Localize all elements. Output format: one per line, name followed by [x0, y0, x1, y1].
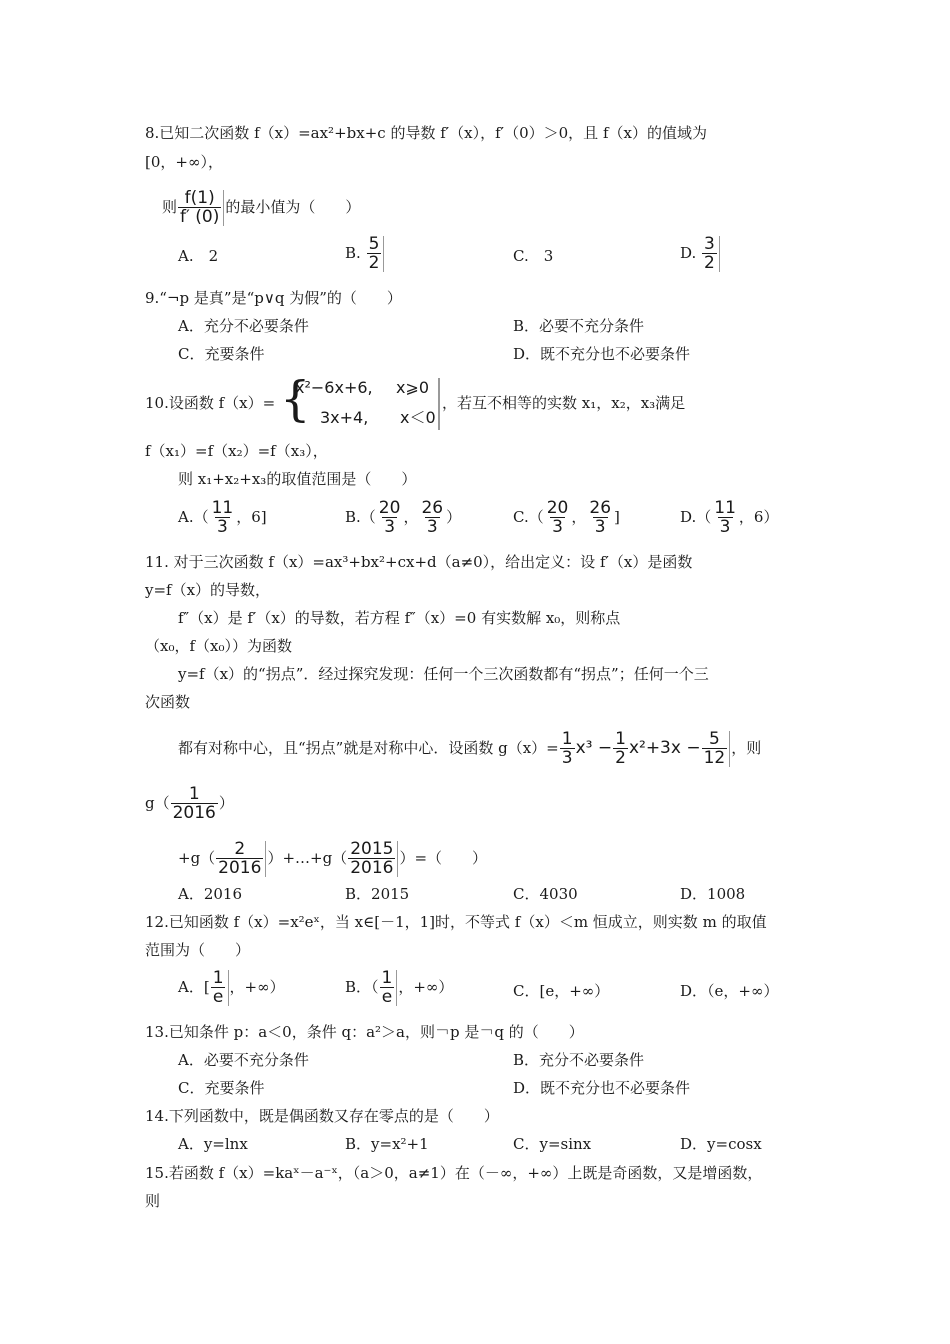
q11-line8-den: 2016	[172, 803, 216, 823]
q10-option-b-tail: ）	[446, 508, 462, 526]
q11-line7-tail: ，则	[731, 739, 762, 757]
q10-option-c-den1: 3	[552, 517, 563, 537]
q11-g-frac3	[702, 731, 731, 767]
q9-option-d: D．既不充分也不必要条件	[513, 345, 691, 363]
q8-option-b	[345, 236, 385, 272]
q12-line1: 12.已知函数 f（x）=x²eˣ，当 x∈[－1，1]时，不等式 f（x）＜m 恒成立，则实数 m 的取值	[145, 913, 767, 931]
q11-line9-pre: +g（	[178, 849, 216, 867]
q11-g-frac2-num: 1	[615, 729, 626, 749]
q8-option-b-num: 5	[368, 234, 380, 254]
q8-frac-den: f′ (0)	[180, 207, 220, 227]
q11-line9-frac1	[216, 841, 266, 877]
q11-line2: y=f（x）的导数，	[145, 581, 271, 599]
q14-option-c: C．y=sinx	[513, 1135, 592, 1153]
q10-option-a-label: A.（	[178, 508, 209, 526]
q11-line3: f″（x）是 f′（x）的导数，若方程 f″（x）=0 有实数解 x₀，则称点	[178, 609, 621, 627]
q11-line9-mid: ）+…+g（	[267, 849, 348, 867]
q12-option-b-fraction	[380, 970, 398, 1006]
q12-option-a-num: 1	[212, 968, 224, 988]
q12-option-c: C．[e，+∞）	[513, 982, 610, 1000]
q11-line9-den2: 2016	[350, 858, 394, 878]
q8-option-b-label: B.	[345, 244, 361, 262]
q8-fraction	[178, 190, 224, 226]
q12-option-a-fraction	[211, 970, 229, 1006]
q10-option-a	[178, 500, 267, 536]
q10-piecewise-brace: {	[280, 371, 311, 427]
q14-stem: 14.下列函数中，既是偶函数又存在零点的是（ ）	[145, 1107, 499, 1125]
q15-line1: 15.若函数 f（x）=kaˣ－a⁻ˣ，（a＞0，a≠1）在（－∞，+∞）上既是奇函数，又是增函数，	[145, 1164, 763, 1182]
q11-g-frac3-num: 5	[709, 729, 720, 749]
q12-option-b	[345, 970, 453, 1006]
q14-option-b: B．y=x²+1	[345, 1135, 429, 1153]
q14-option-a: A．y=lnx	[178, 1135, 248, 1153]
q10-option-b	[345, 500, 461, 536]
q12-option-a-den: e	[212, 987, 224, 1007]
q11-line8-frac	[171, 786, 218, 822]
q11-line5: y=f（x）的“拐点”．经过探究发现：任何一个三次函数都有“拐点”；任何一个三	[178, 665, 709, 683]
q10-option-c-den2: 3	[594, 517, 606, 537]
q10-piecewise-bar	[438, 378, 440, 430]
q10-option-c-tail: ]	[614, 508, 620, 526]
q15-line2: 则	[145, 1192, 161, 1210]
q11-line9-den1: 2016	[218, 858, 262, 878]
q10-option-d	[680, 500, 778, 536]
q11-line9	[178, 841, 487, 877]
q11-line7-text: 都有对称中心，且“拐点”就是对称中心．设函数 g（x）=	[178, 739, 559, 757]
q10-option-a-tail: ，6]	[236, 508, 267, 526]
q8-stem-line3	[162, 190, 360, 226]
q10-option-c-num2: 26	[589, 498, 612, 518]
q10-option-c-num1: 20	[546, 498, 569, 518]
q13-option-b: B．充分不必要条件	[513, 1051, 645, 1069]
q9-option-b: B．必要不充分条件	[513, 317, 645, 335]
q13-stem: 13.已知条件 p：a＜0，条件 q：a²＞a，则￢p 是￢q 的（ ）	[145, 1023, 584, 1041]
q10-option-b-num1: 20	[378, 498, 401, 518]
q10-option-b-sep: ，	[403, 508, 419, 526]
q10-option-c-fraction1	[545, 500, 571, 536]
q14-option-d: D．y=cosx	[680, 1135, 762, 1153]
q10-line3: 则 x₁+x₂+x₃的取值范围是（ ）	[178, 470, 417, 488]
q10-option-c-fraction2	[587, 500, 613, 536]
q10-option-b-fraction1	[377, 500, 403, 536]
q11-line8	[145, 786, 234, 822]
q8-prefix: 则	[162, 198, 178, 216]
q9-stem: 9.“¬p 是真”是“p∨q 为假”的（ ）	[145, 289, 402, 307]
q10-option-d-tail: ，6）	[738, 508, 779, 526]
q11-g-term2: x²+3x −	[628, 738, 701, 758]
q11-line9-num1: 2	[234, 839, 246, 859]
q11-g-frac2	[613, 731, 628, 767]
q8-stem-line2: [0，+∞），	[145, 153, 223, 171]
q12-option-a-label: A．[	[178, 978, 210, 996]
q8-option-d-label: D.	[680, 244, 697, 262]
q13-option-a: A．必要不充分条件	[178, 1051, 309, 1069]
q11-line8-post: ）	[218, 794, 234, 812]
q8-option-a: A. 2	[178, 247, 219, 265]
q10-stem-pre: 10.设函数 f（x）=	[145, 394, 276, 412]
q10-option-b-fraction2	[419, 500, 445, 536]
q12-option-b-den: e	[381, 987, 393, 1007]
q8-option-c: C. 3	[513, 247, 554, 265]
q8-option-b-den: 2	[368, 253, 380, 273]
q11-line9-frac2	[348, 841, 398, 877]
q10-option-a-den: 3	[217, 517, 228, 537]
q10-option-b-label: B.（	[345, 508, 376, 526]
q11-g-frac1-den: 3	[561, 748, 573, 768]
q11-g-frac1-num: 1	[561, 729, 573, 749]
q11-option-a: A．2016	[178, 885, 243, 903]
q11-line6: 次函数	[145, 693, 191, 711]
q10-option-b-den2: 3	[426, 517, 438, 537]
q10-piece1-expr: x²−6x+6,	[295, 378, 373, 397]
q12-option-b-label: B．（	[345, 978, 379, 996]
q10-option-c	[513, 500, 620, 536]
q8-frac-num: f(1)	[184, 188, 215, 208]
q11-option-d: D．1008	[680, 885, 746, 903]
q11-option-b: B．2015	[345, 885, 410, 903]
q8-option-d-num: 3	[704, 234, 715, 254]
q10-option-a-fraction	[210, 500, 236, 536]
q11-g-term1: x³ −	[575, 738, 613, 758]
q10-line2: f（x₁）=f（x₂）=f（x₃），	[145, 442, 328, 460]
q11-option-c: C．4030	[513, 885, 578, 903]
q8-option-d-fraction	[702, 236, 720, 272]
q10-piece2-expr: 3x+4,	[320, 408, 369, 427]
q12-option-a	[178, 970, 285, 1006]
q10-option-d-den: 3	[719, 517, 731, 537]
q11-line7	[178, 731, 761, 767]
q11-line9-num2: 2015	[350, 839, 394, 859]
q10-piece2-cond: x＜0	[400, 408, 436, 427]
q13-option-c: C．充要条件	[178, 1079, 265, 1097]
q10-option-d-num: 11	[714, 498, 736, 518]
q11-line1: 11. 对于三次函数 f（x）=ax³+bx²+cx+d（a≠0），给出定义：设 f′（x）是函数	[145, 553, 693, 571]
q11-line8-num: 1	[188, 784, 200, 804]
q12-option-d: D．（e，+∞）	[680, 982, 779, 1000]
q8-stem-line1: 8.已知二次函数 f（x）=ax²+bx+c 的导数 f′（x），f′（0）＞0，且 f（x）的值域为	[145, 124, 707, 142]
q8-option-b-fraction	[367, 236, 385, 272]
q11-line8-pre: g（	[145, 794, 170, 812]
q11-g-frac1	[560, 731, 575, 767]
q10-option-b-den1: 3	[384, 517, 396, 537]
q8-suffix: 的最小值为（ ）	[225, 198, 361, 216]
q9-option-c: C．充要条件	[178, 345, 265, 363]
q11-line4: （x₀，f（x₀））为函数	[145, 637, 292, 655]
q12-option-b-tail: ，+∞）	[398, 978, 454, 996]
q11-g-frac3-den: 12	[703, 748, 726, 768]
q10-option-d-label: D.（	[680, 508, 712, 526]
q10-option-b-num2: 26	[421, 498, 444, 518]
q10-option-c-label: C.（	[513, 508, 544, 526]
q9-option-a: A．充分不必要条件	[178, 317, 309, 335]
q8-option-d	[680, 236, 721, 272]
q11-g-frac2-den: 2	[615, 748, 626, 768]
q10-stem-post: ，若互不相等的实数 x₁，x₂，x₃满足	[442, 394, 686, 412]
q10-option-a-num: 11	[211, 498, 234, 518]
q10-piece1-cond: x⩾0	[396, 378, 430, 397]
q11-line9-post: ）=（ ）	[399, 849, 488, 867]
q12-option-a-tail: ，+∞）	[229, 978, 285, 996]
q13-option-d: D．既不充分也不必要条件	[513, 1079, 691, 1097]
q10-option-c-sep: ，	[571, 508, 587, 526]
q12-line2: 范围为（ ）	[145, 941, 251, 959]
q12-option-b-num: 1	[381, 968, 393, 988]
q10-option-d-fraction	[712, 500, 738, 536]
q8-option-d-den: 2	[704, 253, 715, 273]
